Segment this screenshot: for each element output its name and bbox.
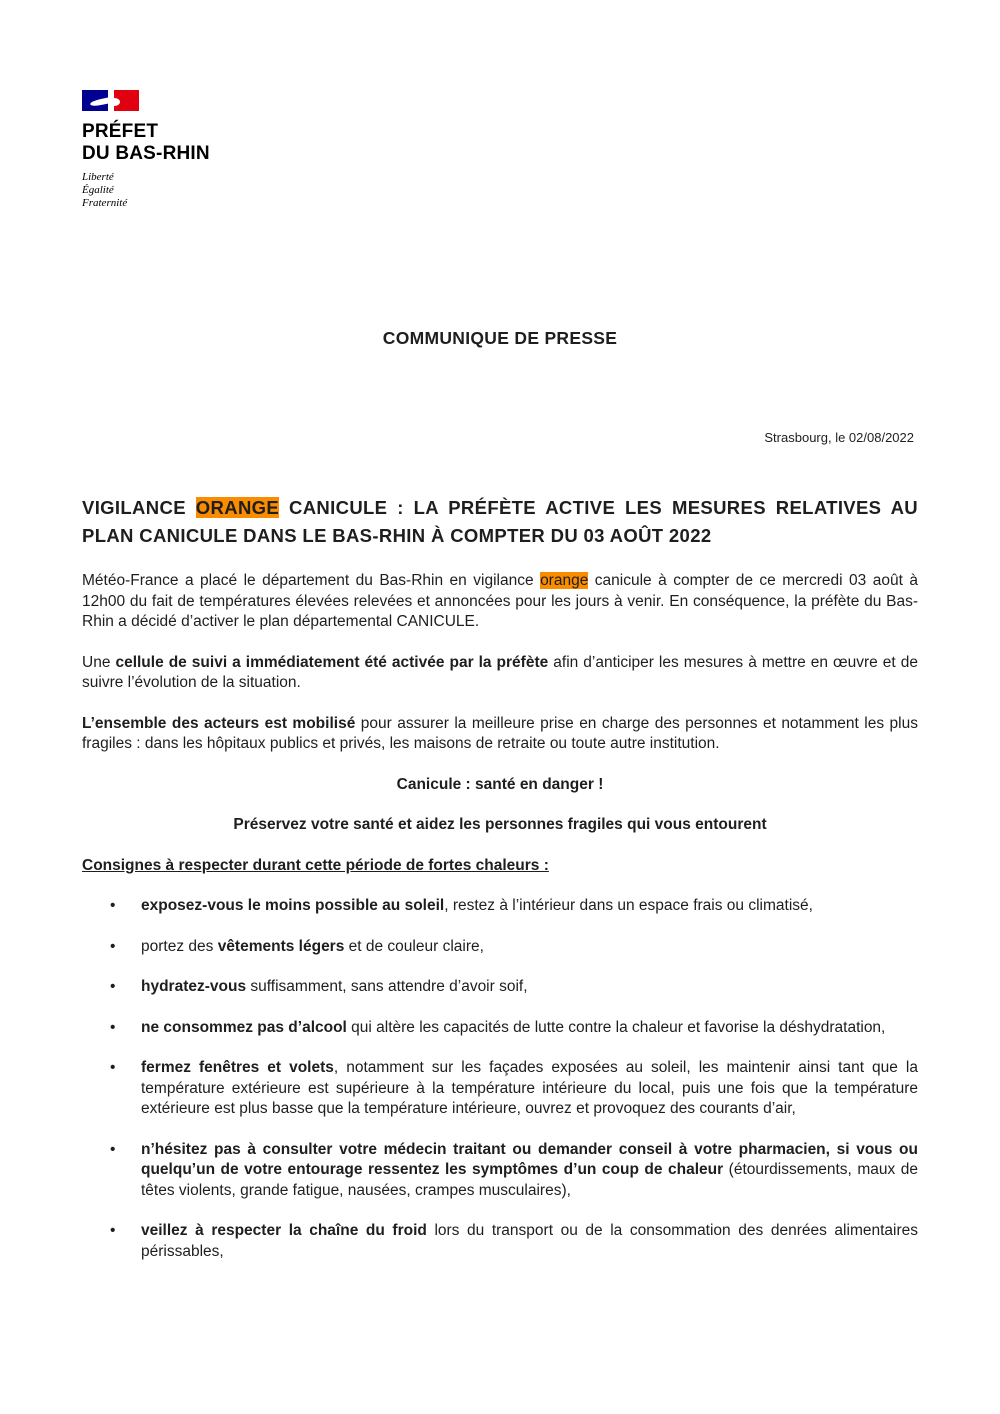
document-body — [82, 571, 918, 1282]
list-item — [82, 1018, 918, 1039]
list-item — [82, 937, 918, 958]
list-item — [82, 1058, 918, 1120]
bullet-text-post: suffisamment, sans attendre d’avoir soif, — [246, 978, 528, 995]
bullet-bold: fermez fenêtres et volets — [141, 1059, 334, 1076]
bullet-icon: • — [110, 1222, 116, 1239]
bullet-icon: • — [110, 897, 116, 914]
bullet-text-post: qui altère les capacités de lutte contre la chaleur et favorise la déshydratation, — [346, 1018, 886, 1036]
para1-highlight: orange — [540, 572, 589, 589]
prefecture-name — [82, 121, 262, 165]
bullet-bold: n’hésitez pas à consulter votre médecin traitant ou demander conseil à votre pharmacien, si vous ou quelqu’un de votre entourage ressentez les symptômes d’un coup de chaleur — [141, 1140, 918, 1178]
consignes-list — [82, 896, 918, 1262]
headline-part2: CANICULE : LA PRÉFÈTE ACTIVE LES MESURES RELATIVES AU PLAN CANICULE DANS LE BAS-RHIN À COMPTER DU 03 AOÛT 2022 — [82, 497, 918, 546]
bullet-bold: exposez-vous le moins possible au soleil — [141, 897, 445, 914]
bullet-icon: • — [110, 1059, 116, 1076]
prefecture-name-line2: DU BAS-RHIN — [82, 143, 210, 164]
list-item — [82, 1221, 918, 1262]
bullet-bold: hydratez-vous — [141, 978, 247, 995]
prefecture-logo — [82, 90, 262, 210]
para1-text-a: Météo-France a placé le département du Bas-Rhin en vigilance — [82, 572, 541, 589]
bullet-text-post: , notamment sur les façades exposées au soleil, les maintenir ainsi tant que la température extérieure est supérieure à la température intérieure du local, puis une fois que la température extérieure est plus basse que la température intérieure, ouvrez et provoquez des courants d’air, — [141, 1059, 918, 1117]
bullet-text-post: lors du transport ou de la consommation des denrées alimentaires périssables, — [141, 1222, 918, 1260]
para3-bold: L’ensemble des acteurs est mobilisé — [82, 714, 356, 732]
para2-text-a: Une — [82, 653, 116, 671]
bullet-icon: • — [110, 978, 116, 995]
motto-liberte: Liberté — [82, 171, 114, 183]
list-item — [82, 1140, 918, 1202]
paragraph-acteurs — [82, 714, 918, 755]
marianne-flag-icon — [82, 90, 262, 111]
bullet-text-pre: portez des — [141, 937, 218, 955]
subheading-preservez: Préservez votre santé et aidez les personnes fragiles qui vous entourent — [233, 816, 767, 833]
republic-motto — [82, 171, 262, 210]
headline — [82, 494, 918, 550]
subheading-sante: Canicule : santé en danger ! — [396, 775, 604, 793]
para2-text-b: afin d’anticiper les mesures à mettre en œuvre et de suivre l’évolution de la situation. — [82, 653, 918, 691]
list-item — [82, 896, 918, 917]
bullet-icon: • — [110, 1140, 116, 1158]
document-type: COMMUNIQUE DE PRESSE — [382, 328, 618, 348]
headline-highlight: ORANGE — [195, 497, 280, 518]
motto-egalite: Égalité — [82, 184, 114, 196]
motto-fraternite: Fraternité — [82, 197, 128, 209]
paragraph-vigilance — [82, 571, 918, 633]
bullet-text-post: , restez à l’intérieur dans un espace frais ou climatisé, — [444, 897, 813, 914]
bullet-text-post: (étourdissements, maux de têtes violents, grande fatigue, nausées, crampes musculaires), — [141, 1161, 918, 1199]
bullet-bold: ne consommez pas d’alcool — [141, 1018, 347, 1036]
para3-text-b: pour assurer la meilleure prise en charge des personnes et notamment les plus fragiles : dans les hôpitaux publics et privés, les maisons de retraite ou toute autre institution. — [82, 714, 918, 752]
bullet-icon: • — [110, 937, 116, 955]
bullet-bold: veillez à respecter la chaîne du froid — [141, 1222, 427, 1239]
bullet-icon: • — [110, 1018, 116, 1036]
paragraph-cellule — [82, 653, 918, 694]
document-date: Strasbourg, le 02/08/2022 — [764, 430, 914, 445]
bullet-text-post: et de couleur claire, — [344, 937, 484, 955]
list-item — [82, 977, 918, 998]
headline-part1: VIGILANCE — [82, 497, 196, 518]
para2-bold: cellule de suivi a immédiatement été activée par la préfète — [115, 653, 549, 671]
prefecture-name-line1: PRÉFET — [82, 121, 159, 142]
para1-text-b: canicule à compter de ce mercredi 03 août à 12h00 du fait de températures élevées relevées et annoncées pour les jours à venir. En conséquence, la préfète du Bas-Rhin a décidé d’activer le plan départemental CANICULE. — [82, 572, 918, 630]
bullet-bold: vêtements légers — [217, 937, 345, 955]
consignes-title: Consignes à respecter durant cette période de fortes chaleurs : — [82, 856, 549, 874]
